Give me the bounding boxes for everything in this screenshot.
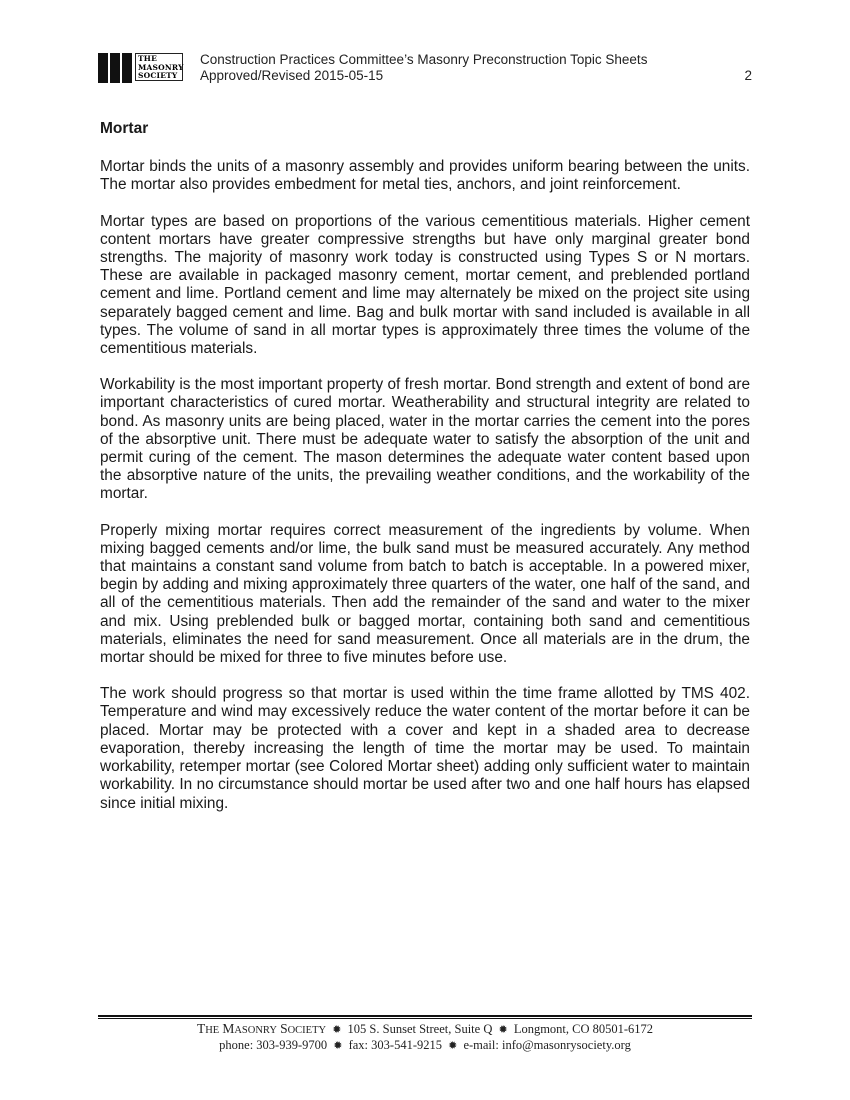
logo-line: THE [138, 54, 157, 63]
footer-divider [98, 1015, 752, 1019]
paragraph: Workability is the most important property of fresh mortar. Bond strength and extent of bond are important characteristics of cured mortar. Weatherability and structural integrity are related to bond. As masonry units are being placed, water in the mortar carries the cement into the pores of the absorptive unit. There must be adequate water to satisfy the absorption of the unit and permit curing of the cement. The mason determines the adequate water content based upon the absorptive nature of the units, the prevailing weather conditions, and the workability of the mortar. [100, 376, 750, 503]
paragraph: Mortar binds the units of a masonry assembly and provides uniform bearing between the units. The mortar also provides embedment for metal ties, anchors, and joint reinforcement. [100, 158, 750, 194]
separator-icon: ✹ [498, 1024, 508, 1036]
footer-rule-thin [98, 1018, 752, 1019]
page-number: 2 [744, 68, 752, 83]
footer-line-2 [98, 1038, 752, 1054]
footer-city: Longmont, CO 80501-6172 [513, 1022, 654, 1036]
footer-email: e-mail: info@masonrysociety.org [463, 1038, 631, 1052]
header-title: Construction Practices Committee’s Masonry Preconstruction Topic Sheets [200, 52, 648, 67]
footer-line-1: THE MASONRY SOCIETY ✹ 105 S. Sunset Street, Suite Q ✹ Longmont, CO 80501-6172 [196, 1021, 654, 1036]
logo-bar [98, 53, 108, 83]
footer-address: 105 S. Sunset Street, Suite Q [347, 1022, 493, 1036]
paragraph: Mortar types are based on proportions of the various cementitious materials. Higher cement content mortars have greater compressive strengths but have only marginal greater bond strengths. The majority of masonry work today is constructed using Types S or N mortars. These are available in packaged masonry cement, mortar cement, and preblended portland cement and lime. Portland cement and lime may alternately be mixed on the project site using separately bagged cement and lime. Bag and bulk mortar with sand included is available in all types. The volume of sand in all mortar types is approximately three times the volume of the cementitious materials. [100, 212, 750, 358]
logo-wordmark [135, 53, 183, 81]
logo-line: SOCIETY [138, 71, 178, 80]
logo-bar [110, 53, 120, 83]
logo-bar [122, 53, 132, 83]
document-body [100, 120, 750, 831]
separator-icon: ✹ [448, 1040, 458, 1052]
separator-icon: ✹ [333, 1040, 343, 1052]
footer-phone: phone: 303-939-9700 [219, 1038, 328, 1052]
page-header [98, 52, 752, 84]
page-footer [98, 1021, 752, 1054]
separator-icon: ✹ [332, 1024, 342, 1036]
header-revision-date: Approved/Revised 2015-05-15 [200, 68, 384, 83]
footer-fax: fax: 303-541-9215 [348, 1038, 442, 1052]
section-title: Mortar [100, 120, 149, 137]
logo-line: MASONRY [138, 62, 184, 72]
paragraph: Properly mixing mortar requires correct measurement of the ingredients by volume. When mixing bagged cements and/or lime, the bulk sand must be measured accurately. Any method that maintains a constant sand volume from batch to batch is acceptable. In a powered mixer, begin by adding and mixing approximately three quarters of the water, one half of the sand, and all of the cementitious materials. Then add the remainder of the sand and water to the mixer and mix. Using preblended bulk or bagged mortar, containing both sand and cementitious materials, eliminates the need for sand measurement. Once all materials are in the drum, the mortar should be mixed for three to five minutes before use. [100, 521, 750, 667]
footer-rule-thick [98, 1015, 752, 1017]
paragraph: The work should progress so that mortar is used within the time frame allotted by TMS 402. Temperature and wind may excessively reduce the water content of the mortar before it can be placed. Mortar may be protected with a cover and kept in a shaded area to decrease evaporation, thereby increasing the length of time the mortar may be used. To maintain workability, retemper mortar (see Colored Mortar sheet) adding only sufficient water to maintain workability. In no circumstance should mortar be used after two and one half hours has elapsed since initial mixing. [100, 685, 750, 812]
header-text [200, 52, 647, 84]
masonry-society-logo [98, 53, 183, 83]
